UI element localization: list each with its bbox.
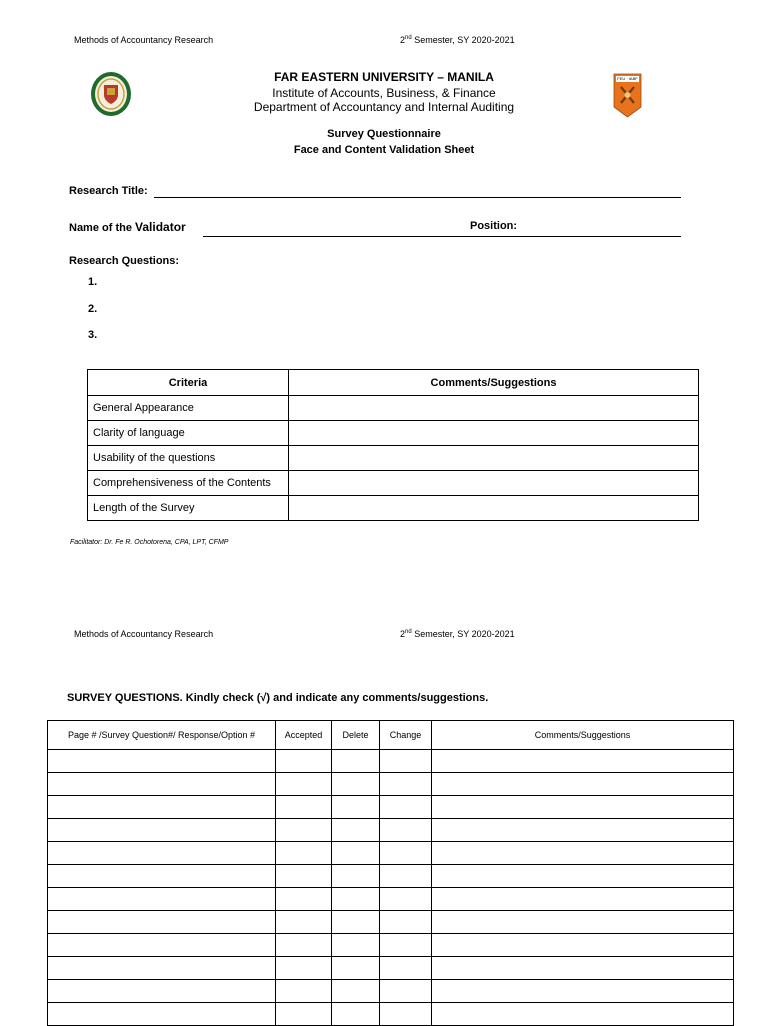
accepted-cell[interactable] — [276, 1003, 332, 1026]
change-cell[interactable] — [380, 957, 432, 980]
survey-row — [48, 888, 734, 911]
delete-cell[interactable] — [332, 957, 380, 980]
accepted-cell[interactable] — [276, 957, 332, 980]
criteria-header: Criteria — [88, 370, 289, 396]
question-ref-cell[interactable] — [48, 980, 276, 1003]
criteria-cell: Comprehensiveness of the Contents — [88, 471, 289, 496]
accepted-cell[interactable] — [276, 888, 332, 911]
doc-title-survey: Survey Questionnaire — [327, 128, 441, 140]
delete-cell[interactable] — [332, 1003, 380, 1026]
change-cell[interactable] — [380, 888, 432, 911]
criteria-cell: Clarity of language — [88, 421, 289, 446]
criteria-cell: Length of the Survey — [88, 496, 289, 521]
accepted-cell[interactable] — [276, 911, 332, 934]
question-item-1: 1. — [88, 276, 98, 288]
accepted-cell[interactable] — [276, 934, 332, 957]
delete-cell[interactable] — [332, 980, 380, 1003]
survey-row — [48, 842, 734, 865]
running-header-left-p2: Methods of Accountancy Research — [74, 629, 214, 639]
question-ref-cell[interactable] — [48, 888, 276, 911]
comment-cell[interactable] — [289, 396, 699, 421]
question-ref-cell[interactable] — [48, 957, 276, 980]
comments-cell[interactable] — [432, 934, 734, 957]
criteria-row — [88, 496, 699, 521]
criteria-row — [88, 446, 699, 471]
survey-row — [48, 819, 734, 842]
change-cell[interactable] — [380, 911, 432, 934]
survey-instruction: SURVEY QUESTIONS. Kindly check (√) and indicate any comments/suggestions. — [67, 692, 489, 704]
change-cell[interactable] — [380, 773, 432, 796]
criteria-row — [88, 471, 699, 496]
comments-header-p2: Comments/Suggestions — [432, 721, 734, 750]
question-ref-cell[interactable] — [48, 796, 276, 819]
survey-row — [48, 865, 734, 888]
delete-cell[interactable] — [332, 888, 380, 911]
comments-cell[interactable] — [432, 796, 734, 819]
question-ref-cell[interactable] — [48, 842, 276, 865]
running-header-left: Methods of Accountancy Research — [74, 35, 214, 45]
accepted-cell[interactable] — [276, 750, 332, 773]
delete-cell[interactable] — [332, 934, 380, 957]
question-ref-cell[interactable] — [48, 865, 276, 888]
question-item-2: 2. — [88, 303, 98, 315]
facilitator-note: Facilitator: Dr. Fe R. Ochotorena, CPA, LPT, CFMP — [70, 539, 229, 546]
comments-cell[interactable] — [432, 865, 734, 888]
comment-cell[interactable] — [289, 446, 699, 471]
delete-cell[interactable] — [332, 750, 380, 773]
criteria-table — [87, 369, 699, 521]
survey-row — [48, 796, 734, 819]
comments-header: Comments/Suggestions — [289, 370, 699, 396]
survey-row — [48, 750, 734, 773]
doc-title-validation: Face and Content Validation Sheet — [293, 144, 475, 156]
accepted-cell[interactable] — [276, 980, 332, 1003]
delete-cell[interactable] — [332, 819, 380, 842]
change-cell[interactable] — [380, 842, 432, 865]
change-cell[interactable] — [380, 980, 432, 1003]
change-cell[interactable] — [380, 934, 432, 957]
feu-iabf-logo-text: FEU · IABF — [617, 76, 638, 81]
change-cell[interactable] — [380, 796, 432, 819]
question-ref-cell[interactable] — [48, 819, 276, 842]
validator-label: Name of the Validator — [69, 220, 186, 234]
delete-cell[interactable] — [332, 842, 380, 865]
survey-row — [48, 934, 734, 957]
survey-table — [47, 720, 734, 1026]
question-ref-cell[interactable] — [48, 934, 276, 957]
comments-cell[interactable] — [432, 957, 734, 980]
question-ref-header: Page # /Survey Question#/ Response/Option # — [48, 721, 276, 750]
delete-cell[interactable] — [332, 796, 380, 819]
criteria-row — [88, 396, 699, 421]
criteria-row — [88, 421, 699, 446]
delete-cell[interactable] — [332, 865, 380, 888]
change-cell[interactable] — [380, 865, 432, 888]
question-ref-cell[interactable] — [48, 1003, 276, 1026]
change-cell[interactable] — [380, 819, 432, 842]
comment-cell[interactable] — [289, 471, 699, 496]
validator-field[interactable] — [203, 236, 681, 237]
research-title-label: Research Title: — [69, 185, 148, 197]
change-cell[interactable] — [380, 1003, 432, 1026]
university-name: FAR EASTERN UNIVERSITY – MANILA — [274, 70, 494, 84]
question-ref-cell[interactable] — [48, 773, 276, 796]
survey-row — [48, 773, 734, 796]
accepted-cell[interactable] — [276, 796, 332, 819]
accepted-cell[interactable] — [276, 842, 332, 865]
comment-cell[interactable] — [289, 421, 699, 446]
accepted-header: Accepted — [276, 721, 332, 750]
comment-cell[interactable] — [289, 496, 699, 521]
research-questions-label: Research Questions: — [69, 255, 180, 267]
comments-cell[interactable] — [432, 819, 734, 842]
question-ref-cell[interactable] — [48, 750, 276, 773]
change-cell[interactable] — [380, 750, 432, 773]
comments-cell[interactable] — [432, 1003, 734, 1026]
comments-cell[interactable] — [432, 888, 734, 911]
accepted-cell[interactable] — [276, 773, 332, 796]
running-header-right: 2nd Semester, SY 2020-2021 — [400, 35, 515, 45]
survey-row — [48, 911, 734, 934]
delete-header: Delete — [332, 721, 380, 750]
comments-cell[interactable] — [432, 911, 734, 934]
comments-cell[interactable] — [432, 980, 734, 1003]
accepted-cell[interactable] — [276, 865, 332, 888]
question-ref-cell[interactable] — [48, 911, 276, 934]
delete-cell[interactable] — [332, 773, 380, 796]
survey-row — [48, 980, 734, 1003]
running-header-right-p2: 2nd Semester, SY 2020-2021 — [400, 629, 515, 639]
comments-cell[interactable] — [432, 773, 734, 796]
comments-cell[interactable] — [432, 842, 734, 865]
delete-cell[interactable] — [332, 911, 380, 934]
criteria-cell: Usability of the questions — [88, 446, 289, 471]
survey-row — [48, 957, 734, 980]
accepted-cell[interactable] — [276, 819, 332, 842]
research-title-field[interactable] — [154, 197, 681, 198]
position-label: Position: — [470, 220, 518, 232]
criteria-cell: General Appearance — [88, 396, 289, 421]
question-item-3: 3. — [88, 329, 98, 341]
survey-row — [48, 1003, 734, 1026]
institute-name: Institute of Accounts, Business, & Finance — [272, 86, 496, 100]
change-header: Change — [380, 721, 432, 750]
department-name: Department of Accountancy and Internal Auditing — [253, 100, 515, 114]
comments-cell[interactable] — [432, 750, 734, 773]
feu-iabf-logo — [613, 73, 642, 118]
